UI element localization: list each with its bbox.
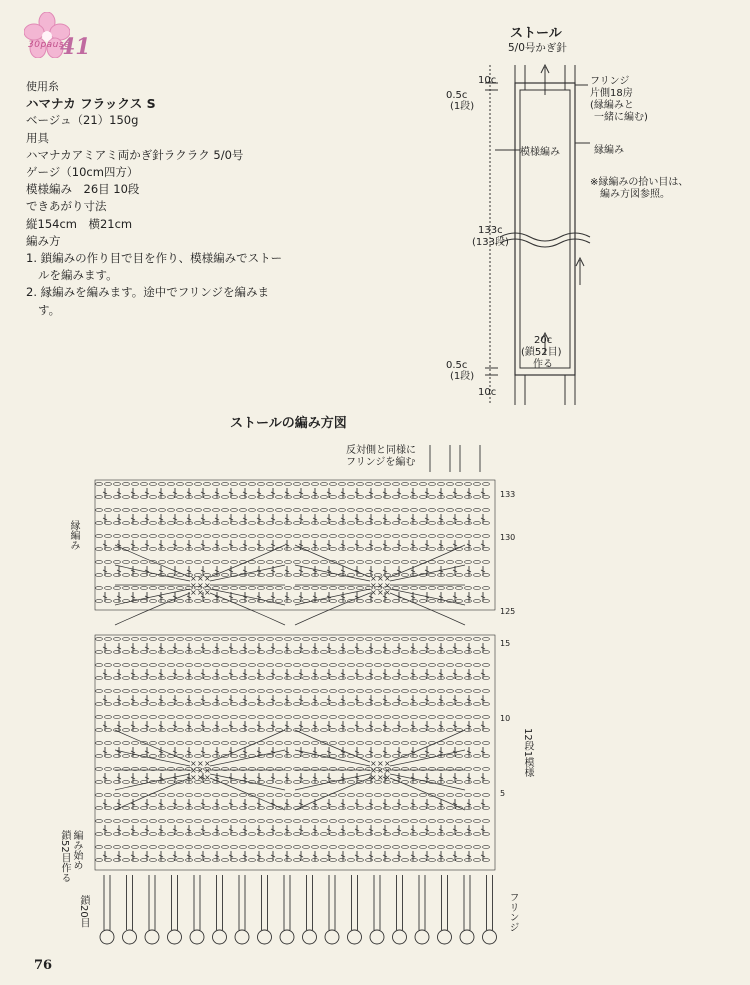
fringe-vert: フリンジ: [507, 892, 518, 932]
edging-label: 縁編み: [594, 145, 624, 156]
svg-text:×: ×: [197, 588, 204, 597]
dim-top-10c: 10c: [478, 75, 497, 86]
svg-text:×: ×: [190, 766, 197, 775]
dim-bottom-05-rows: (1段): [450, 371, 475, 382]
svg-text:×: ×: [370, 588, 377, 597]
method-heading: 編み方: [26, 233, 61, 248]
svg-text:×: ×: [370, 773, 377, 782]
row-133: 133: [500, 490, 516, 499]
start-vert-a: 鎖52目作る: [59, 830, 70, 883]
chart-title: ストールの編み方図: [230, 416, 347, 431]
diagram-hook: 5/0号かぎ針: [508, 42, 567, 54]
fringe-label: フリンジ: [590, 76, 630, 87]
dim-top-05: 0.5c: [446, 90, 468, 101]
svg-text:×: ×: [384, 574, 391, 583]
svg-text:×: ×: [197, 581, 204, 590]
logo-issue: 41: [60, 34, 91, 60]
svg-text:×: ×: [190, 581, 197, 590]
svg-text:×: ×: [197, 773, 204, 782]
svg-text:×: ×: [190, 588, 197, 597]
row-130: 130: [500, 533, 516, 542]
svg-text:×: ×: [384, 773, 391, 782]
method-step-1: 1. 鎖編みの作り目で目を作り、模様編みでストールを編みます。: [26, 251, 283, 283]
method-step-2: 2. 縁編みを編みます。途中でフリンジを編みます。: [26, 285, 269, 317]
gauge-heading: ゲージ（10cm四方）: [26, 165, 139, 180]
diagram-title: ストール: [510, 26, 562, 41]
fringe-note-2: 一緒に編む): [594, 112, 648, 123]
svg-text:×: ×: [370, 574, 377, 583]
yarn-name: ハマナカ フラックス S: [26, 96, 156, 112]
repeat-rows: 12段1模様: [522, 728, 533, 778]
svg-text:×: ×: [204, 759, 211, 768]
fringe-note-1: (縁編みと: [590, 100, 634, 111]
width-chain: (鎖52目): [521, 347, 562, 358]
dim-top-05-rows: (1段): [450, 101, 475, 112]
crochet-chart: [80, 440, 520, 960]
svg-text:×: ×: [384, 581, 391, 590]
svg-text:×: ×: [384, 588, 391, 597]
row-5: 5: [500, 789, 506, 798]
dim-bottom-10c: 10c: [478, 387, 497, 398]
chain-vert: 鎖20目: [78, 895, 89, 928]
note-1: ※縁編みの拾い目は、: [590, 177, 689, 188]
size: 縦154cm 横21cm: [26, 216, 133, 231]
logo-brand: 30pause: [28, 40, 71, 50]
svg-text:×: ×: [370, 581, 377, 590]
materials-section: [26, 78, 286, 319]
svg-text:×: ×: [197, 759, 204, 768]
svg-text:×: ×: [190, 574, 197, 583]
svg-text:×: ×: [377, 766, 384, 775]
tools: ハマナカアミアミ両かぎ針ラクラク 5/0号: [26, 147, 244, 162]
svg-text:×: ×: [384, 759, 391, 768]
svg-text:×: ×: [377, 773, 384, 782]
dim-133-rows: (133段): [472, 237, 509, 248]
opposite-note-2: フリンジを編む: [346, 457, 416, 468]
svg-text:×: ×: [190, 773, 197, 782]
svg-text:×: ×: [204, 766, 211, 775]
svg-text:×: ×: [197, 766, 204, 775]
svg-text:×: ×: [370, 759, 377, 768]
svg-text:×: ×: [197, 574, 204, 583]
row-125: 125: [500, 607, 516, 616]
size-heading: できあがり寸法: [26, 199, 107, 214]
start-label: 作る: [533, 359, 553, 370]
row-10: 10: [500, 714, 511, 723]
gauge: 模様編み 26目 10段: [26, 182, 140, 197]
yarn-color: ベージュ（21）150g: [26, 113, 139, 128]
svg-text:×: ×: [370, 766, 377, 775]
width-label: 20c: [534, 335, 553, 346]
fringe-count: 片側18房: [590, 88, 633, 99]
svg-text:×: ×: [377, 581, 384, 590]
svg-text:×: ×: [204, 588, 211, 597]
svg-text:×: ×: [377, 588, 384, 597]
svg-text:×: ×: [204, 581, 211, 590]
tools-heading: 用具: [26, 130, 49, 145]
svg-text:×: ×: [204, 574, 211, 583]
opposite-note-1: 反対側と同様に: [346, 445, 416, 456]
yarn-heading: 使用糸: [26, 80, 59, 93]
start-vert-b: 編み始め: [71, 830, 82, 870]
svg-text:×: ×: [190, 759, 197, 768]
note-2: 編み方図参照。: [600, 189, 670, 200]
row-15: 15: [500, 639, 511, 648]
dim-bottom-05: 0.5c: [446, 360, 468, 371]
page-number: 76: [34, 958, 53, 973]
svg-text:×: ×: [384, 766, 391, 775]
pattern-label: 模様編み: [520, 147, 560, 158]
svg-text:×: ×: [377, 759, 384, 768]
svg-text:×: ×: [377, 574, 384, 583]
dim-133: 133c: [478, 225, 503, 236]
edging-vert: 縁編み: [68, 520, 79, 550]
svg-text:×: ×: [204, 773, 211, 782]
